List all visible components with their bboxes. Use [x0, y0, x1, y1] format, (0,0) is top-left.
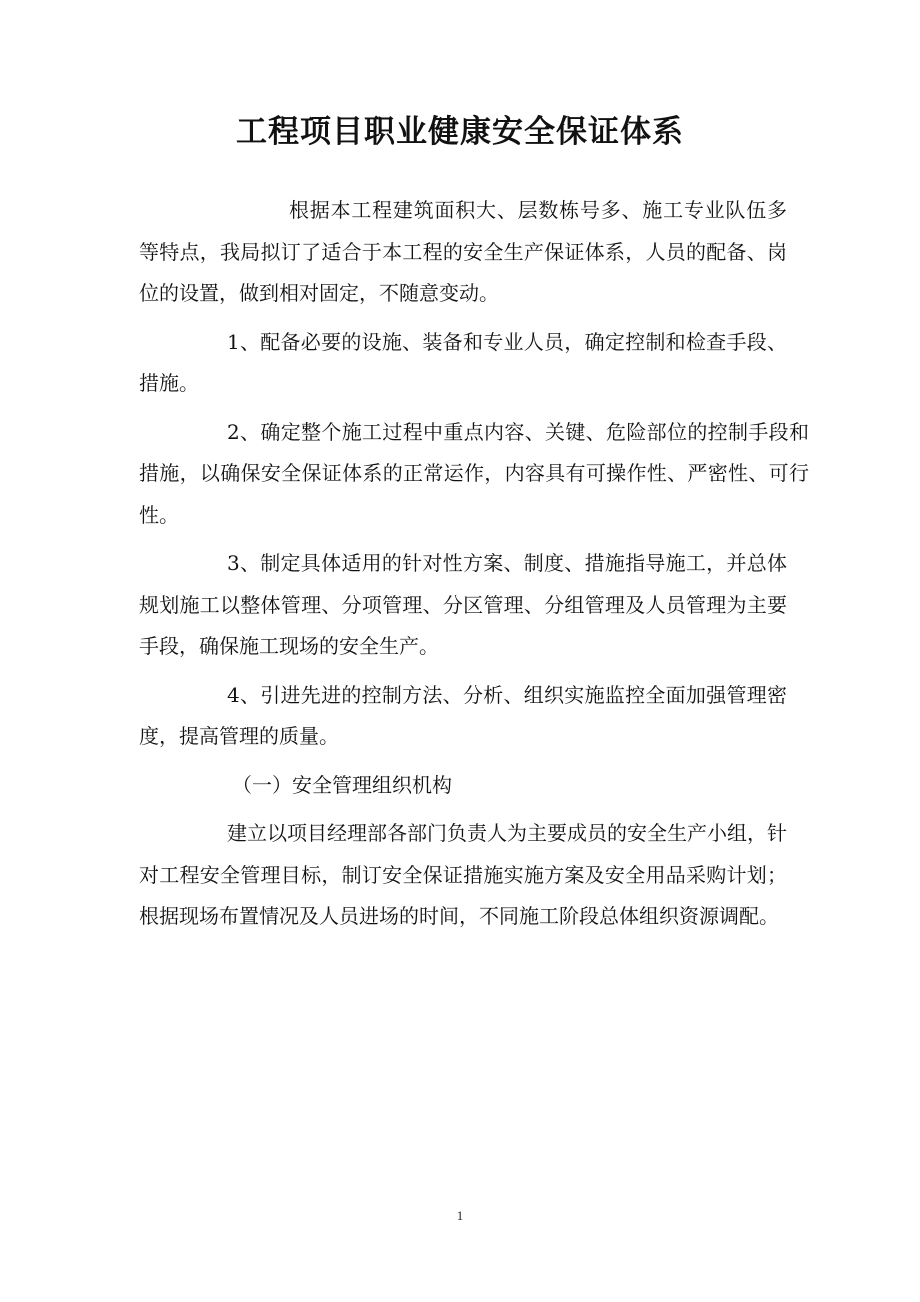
- document-body: [139, 190, 809, 938]
- intro-paragraph: 根据本工程建筑面积大、层数栋号多、施工专业队伍多等特点，我局拟订了适合于本工程的安全生产保证体系，人员的配备、岗位的设置，做到相对固定，不随意变动。: [139, 198, 787, 305]
- page-number: 1: [456, 1208, 464, 1223]
- item-2-paragraph: 2、确定整个施工过程中重点内容、关键、危险部位的控制手段和措施，以确保安全保证体系的正常运作，内容具有可操作性、严密性、可行性。: [139, 419, 809, 527]
- section-paragraph: 建立以项目经理部各部门负责人为主要成员的安全生产小组，针对工程安全管理目标，制订安全保证措施实施方案及安全用品采购计划；根据现场布置情况及人员进场的时间，不同施工阶段总体组织资源调配。: [139, 821, 787, 928]
- item-3-paragraph: 3、制定具体适用的针对性方案、制度、措施指导施工，并总体规划施工以整体管理、分项管理、分区管理、分组管理及人员管理为主要手段，确保施工现场的安全生产。: [139, 551, 787, 658]
- section-heading: （一）安全管理组织机构: [232, 772, 452, 797]
- item-1-paragraph: 1、配备必要的设施、装备和专业人员，确定控制和检查手段、措施。: [139, 329, 787, 395]
- item-4-paragraph: 4、引进先进的控制方法、分析、组织实施监控全面加强管理密度，提高管理的质量。: [139, 682, 787, 748]
- document-title: 工程项目职业健康安全保证体系: [236, 114, 684, 150]
